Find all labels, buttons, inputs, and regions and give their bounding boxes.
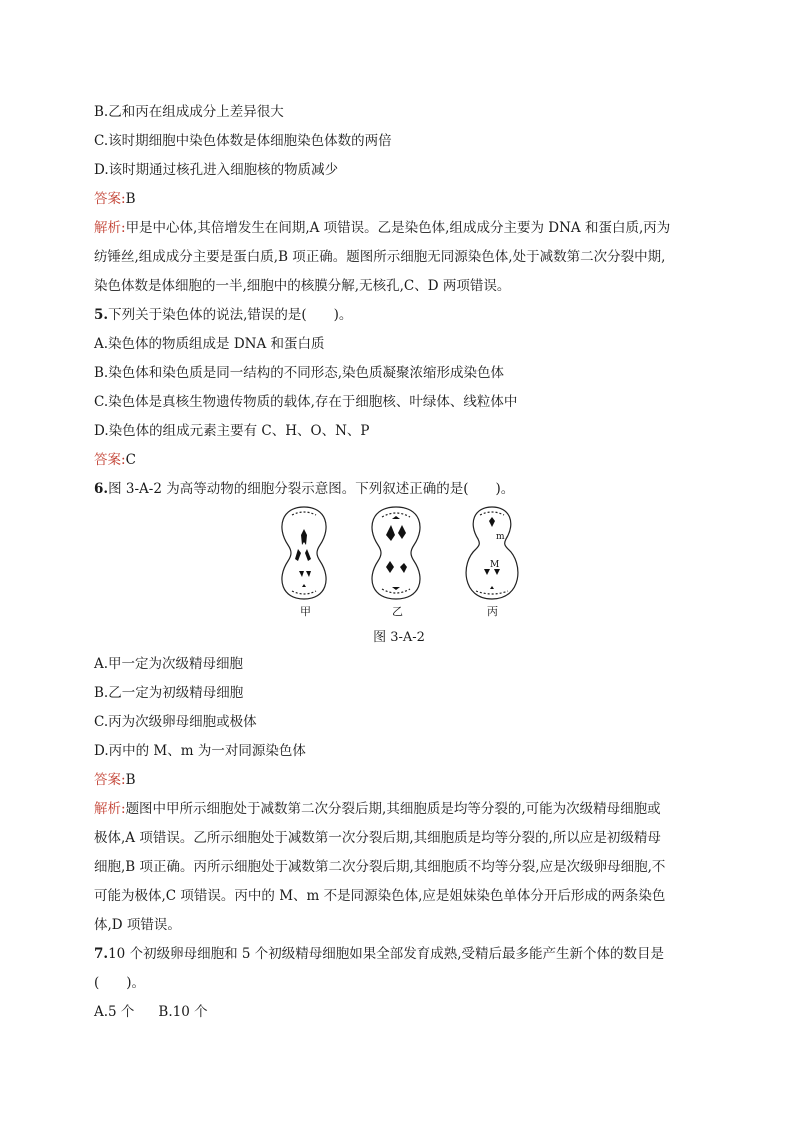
cell-yi <box>372 507 420 599</box>
q7-options <box>94 1002 208 1022</box>
q6-explanation-line-2: 极体,A 项错误。乙所示细胞处于减数第一次分裂后期,其细胞质是均等分裂的,所以应是初级精母 <box>94 830 661 846</box>
answer-value: B <box>125 772 136 788</box>
q6-option-c: C.丙为次级卵母细胞或极体 <box>94 714 257 730</box>
cell-label-bing: 丙 <box>487 605 498 617</box>
q5-option-a: A.染色体的物质组成是 DNA 和蛋白质 <box>94 336 325 352</box>
q6-option-b: B.乙一定为初级精母细胞 <box>94 685 244 701</box>
q7-option-b: B.10 个 <box>158 1004 208 1020</box>
answer-value: C <box>125 452 136 468</box>
q5-option-c: C.染色体是真核生物遗传物质的载体,存在于细胞核、叶绿体、线粒体中 <box>94 394 518 410</box>
cell-label-jia: 甲 <box>300 605 311 617</box>
explanation-label: 解析: <box>94 801 126 817</box>
q6-explanation-line-3: 细胞,B 项正确。丙所示细胞处于减数第二次分裂后期,其细胞质不均等分裂,应是次级卵母细胞,不 <box>94 859 666 875</box>
cell-division-figure <box>274 505 524 617</box>
q4-explanation-line-1 <box>94 218 670 238</box>
figure-caption: 图 3-A-2 <box>373 630 425 645</box>
q6-stem <box>94 479 514 499</box>
answer-label: 答案: <box>94 191 126 207</box>
q4-option-b: B.乙和丙在组成成分上差异很大 <box>94 104 284 120</box>
answer-value: B <box>125 191 136 207</box>
q7-stem <box>94 944 664 964</box>
question-text: 图 3-A-2 为高等动物的细胞分裂示意图。下列叙述正确的是( )。 <box>108 481 515 497</box>
q4-explanation-line-2: 纺锤丝,组成成分主要是蛋白质,B 项正确。题图所示细胞无同源染色体,处于减数第二次分裂中期, <box>94 249 666 265</box>
q4-answer <box>94 189 135 209</box>
answer-label: 答案: <box>94 772 126 788</box>
explanation-text: 甲是中心体,其倍增发生在间期,A 项错误。乙是染色体,组成成分主要为 DNA 和蛋白质,丙为 <box>125 220 671 236</box>
q5-option-b: B.染色体和染色质是同一结构的不同形态,染色质凝聚浓缩形成染色体 <box>94 365 505 381</box>
chromosome-label-m: m <box>496 532 505 542</box>
q5-option-d: D.染色体的组成元素主要有 C、H、O、N、P <box>94 423 370 439</box>
question-number: 6. <box>94 481 109 497</box>
answer-label: 答案: <box>94 452 126 468</box>
q5-stem <box>94 305 352 325</box>
cell-label-yi: 乙 <box>392 605 403 617</box>
q7-stem-cont: ( )。 <box>94 975 146 991</box>
q4-option-c: C.该时期细胞中染色体数是体细胞染色体数的两倍 <box>94 133 392 149</box>
explanation-label: 解析: <box>94 220 126 236</box>
question-text: 10 个初级卵母细胞和 5 个初级精母细胞如果全部发育成熟,受精后最多能产生新个体的数目是 <box>108 946 665 962</box>
q5-answer <box>94 450 136 470</box>
q4-option-d: D.该时期通过核孔进入细胞核的物质减少 <box>94 162 339 178</box>
q4-explanation-line-3: 染色体数是体细胞的一半,细胞中的核膜分解,无核孔,C、D 两项错误。 <box>94 278 511 294</box>
q6-explanation-line-4: 可能为极体,C 项错误。丙中的 M、m 不是同源染色体,应是姐妹染色单体分开后形成的两条染色 <box>94 888 666 904</box>
explanation-text: 题图中甲所示细胞处于减数第二次分裂后期,其细胞质是均等分裂的,可能为次级精母细胞或 <box>125 801 661 817</box>
q6-option-d: D.丙中的 M、m 为一对同源染色体 <box>94 743 306 759</box>
q6-answer <box>94 770 135 790</box>
question-number: 7. <box>94 946 109 962</box>
question-text: 下列关于染色体的说法,错误的是( )。 <box>108 307 353 323</box>
q7-option-a: A.5 个 <box>94 1004 135 1020</box>
question-number: 5. <box>94 307 109 323</box>
chromosome-label-M: M <box>490 560 500 570</box>
q6-option-a: A.甲一定为次级精母细胞 <box>94 656 244 672</box>
q6-explanation-line-1 <box>94 799 661 819</box>
q6-explanation-line-5: 体,D 项错误。 <box>94 917 181 933</box>
